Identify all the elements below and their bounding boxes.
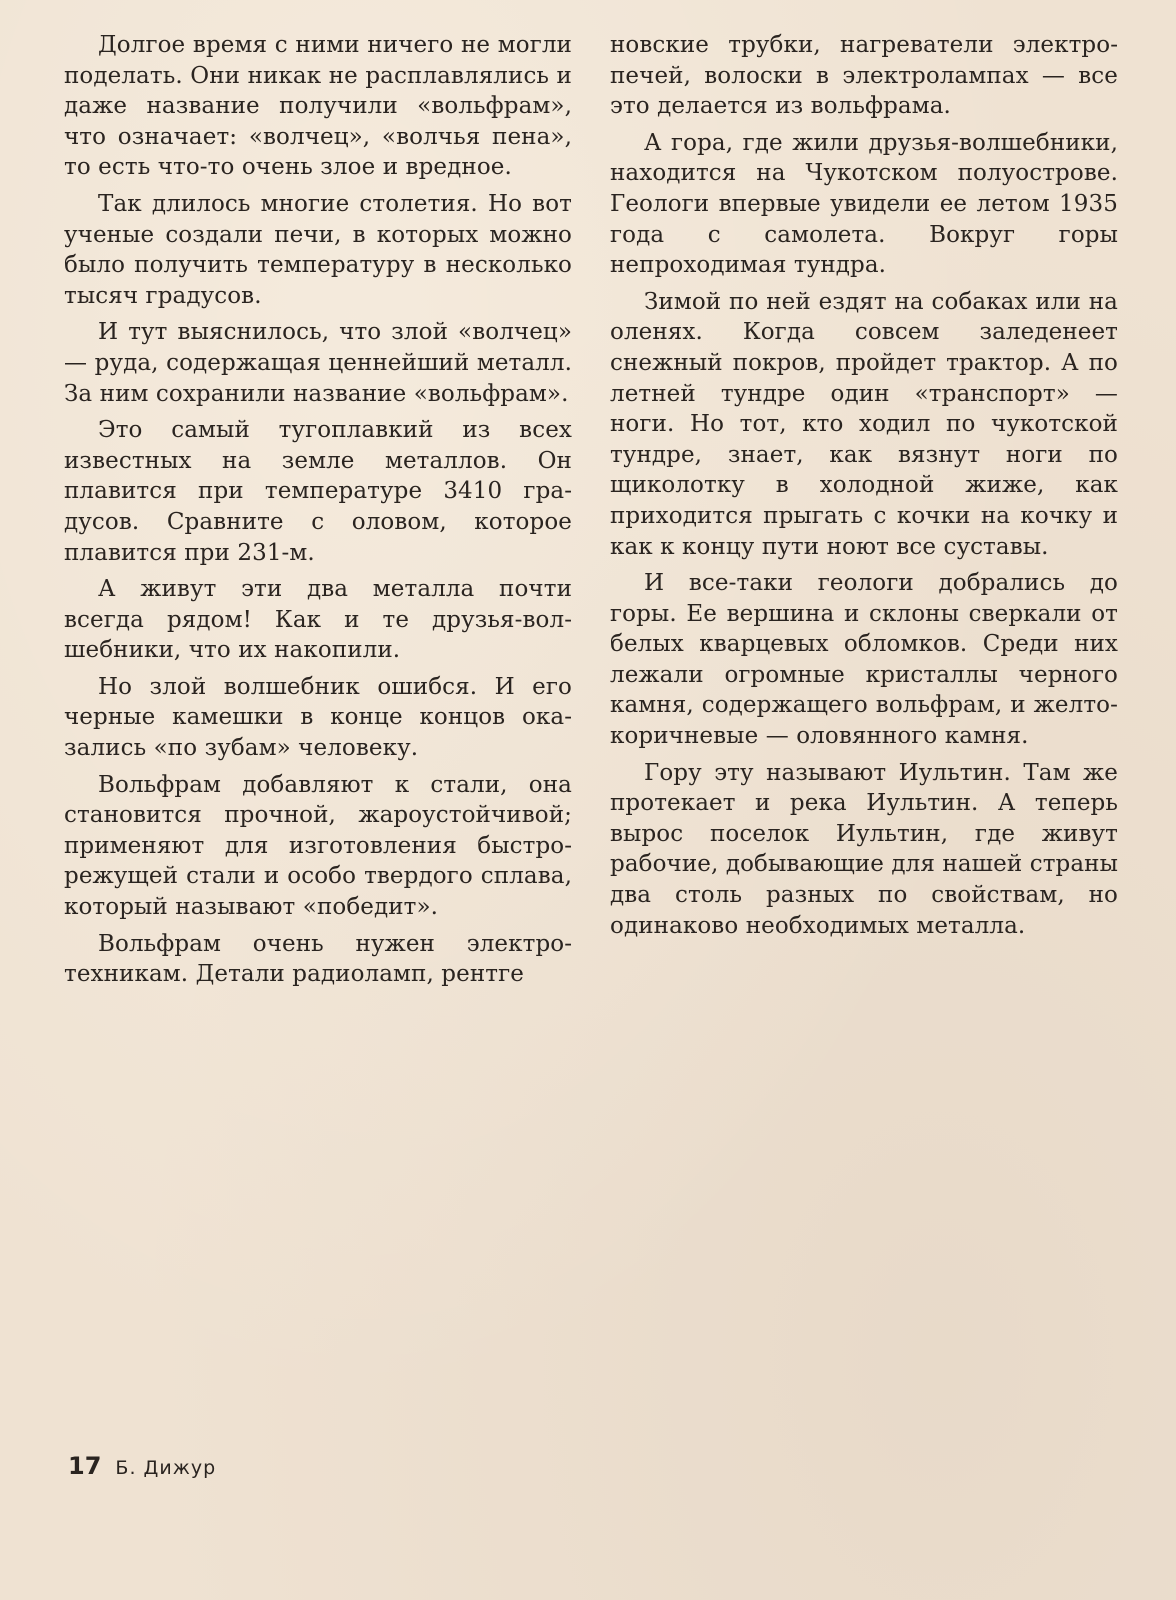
paragraph: Вольфрам очень нужен электротехникам. Детали радиоламп, рентге (64, 930, 572, 988)
paragraph: Гору эту называют Иультин. Там же протекает и река Иультин. А теперь вырос поселок Иультин, где живут рабочие, добывающие для нашей страны два столь разных по свойствам, но одинаково необходимых металла. (610, 759, 1118, 939)
author-name: Б. Дижур (115, 1457, 217, 1479)
page-number: 17 (68, 1452, 102, 1480)
paragraph: Это самый тугоплавкий из всех известных на земле металлов. Он плавится при температуре 3410 градусов. Сравните с оловом, которое плавится при 231-м. (64, 417, 572, 566)
paragraph: И все-таки геологи добрались до горы. Ее вершина и склоны сверкали от белых кварцевых обломков. Среди них лежали огромные кристаллы черного камня, содержащего вольфрам, и желто-коричневые — оловянного камня. (610, 570, 1118, 750)
left-column (64, 30, 572, 996)
paragraph: И тут выяснилось, что злой «волчец» — руда, содержащая ценнейший металл. За ним сохранили название «вольфрам». (64, 319, 572, 407)
paragraph: Вольфрам добавляют к стали, она становится прочной, жароустойчивой; применяют для изготовления быстрорежущей стали и особо твердого сплава, который называют «победит». (64, 771, 572, 921)
paragraph: Но злой волшебник ошибся. И его черные камешки в конце концов оказались «по зубам» человеку. (64, 673, 572, 762)
page-footer (68, 1452, 216, 1480)
paragraph: А живут эти два металла почти всегда рядом! Как и те друзья-волшебники, что их накопили. (64, 576, 572, 664)
paragraph-continuation: новские трубки, нагреватели электропечей, волоски в электролампах — все это делается из вольфрама. (610, 32, 1118, 120)
paragraph: Долгое время с ними ничего не могли поделать. Они никак не расплавлялись и даже название получили «вольфрам», что означает: «волчец», «волчья пена», то есть что-то очень злое и вредное. (64, 32, 572, 181)
paragraph: Зимой по ней ездят на собаках или на оленях. Когда совсем заледенеет снежный покров, пройдет трактор. А по летней тундре один «транспорт» — ноги. Но тот, кто ходил по чукотской тундре, знает, как вязнут ноги по щиколотку в холодной жиже, как приходится прыгать с кочки на кочку и как к концу пути ноют все суставы. (610, 288, 1118, 560)
paragraph: Так длилось многие столетия. Но вот ученые создали печи, в которых можно было получить температуру в несколько тысяч градусов. (64, 190, 572, 309)
paragraph: А гора, где жили друзья-волшебники, находится на Чукотском полуострове. Геологи впервые увидели ее летом 1935 года с самолета. Вокруг горы непроходимая тундра. (610, 129, 1118, 279)
right-column (610, 30, 1118, 947)
